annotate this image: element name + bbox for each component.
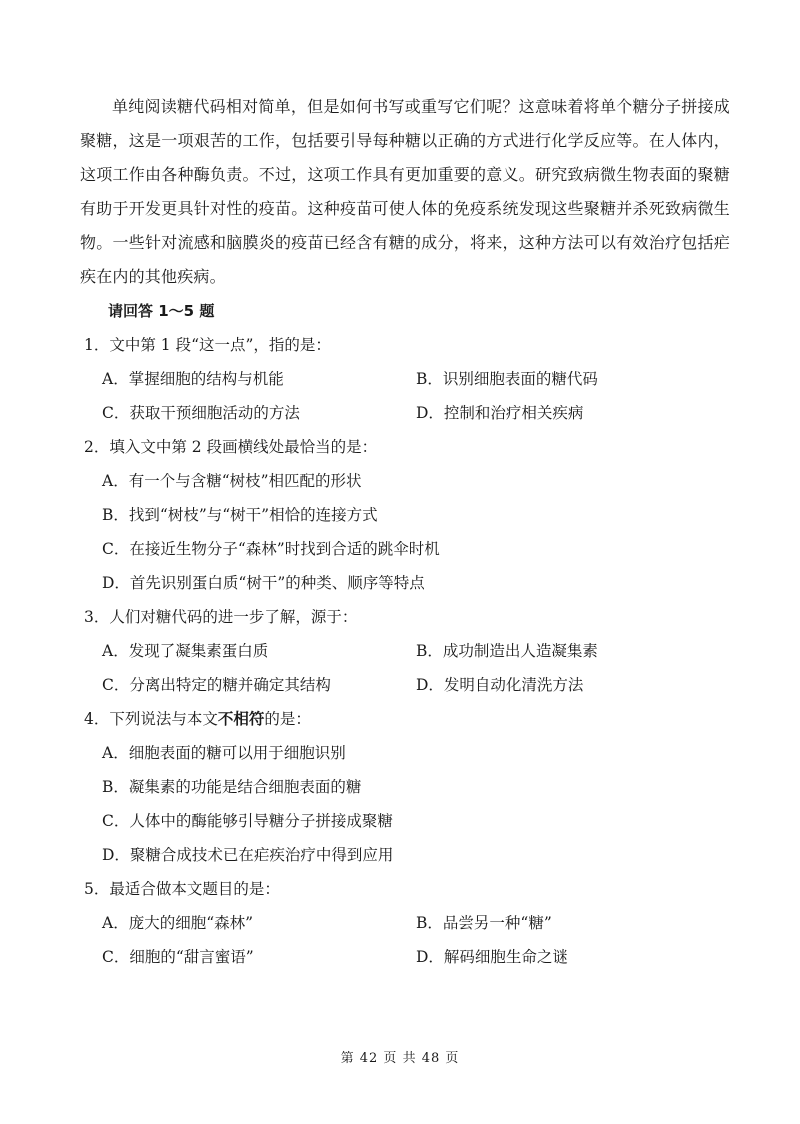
option-c: C．获取干预细胞活动的方法 [102,404,300,422]
option-d: D．解码细胞生命之谜 [416,948,568,966]
option-list [80,906,730,974]
question-stem: 2．填入文中第 2 段画横线处最恰当的是： [84,438,378,456]
option-a: A．发现了凝集素蛋白质 [102,642,269,660]
option-list [80,736,730,872]
option-b: B．凝集素的功能是结合细胞表面的糖 [102,778,362,796]
option-list [80,362,730,430]
option-d: D．首先识别蛋白质“树干”的种类、顺序等特点 [102,574,425,592]
option-c: C．在接近生物分子“森林”时找到合适的跳伞时机 [102,540,440,558]
question-stem-prefix: 4．下列说法与本文 [84,710,218,728]
question-stem-suffix: 的是： [264,710,311,728]
question-stem: 3．人们对糖代码的进一步了解，源于： [84,608,358,626]
option-d: D．控制和治疗相关疾病 [416,404,584,422]
question-stem-emphasis: 不相符 [217,710,265,728]
option-d: D．聚糖合成技术已在疟疾治疗中得到应用 [102,846,394,864]
question-stem [80,702,730,736]
document-page [80,90,730,974]
question-stem: 1．文中第 1 段“这一点”，指的是： [84,336,331,354]
passage-paragraph: 单纯阅读糖代码相对简单，但是如何书写或重写它们呢？这意味着将单个糖分子拼接成聚糖，这是一项艰苦的工作，包括要引导每种糖以正确的方式进行化学反应等。在人体内，这项工作由各种酶负责。不过，这项工作具有更加重要的意义。研究致病微生物表面的聚糖有助于开发更具针对性的疫苗。这种疫苗可使人体的免疫系统发现这些聚糖并杀死致病微生物。一些针对流感和脑膜炎的疫苗已经含有糖的成分，将来，这种方法可以有效治疗包括疟疾在内的其他疾病。 [80,97,730,286]
option-b: B．成功制造出人造凝集素 [416,642,598,660]
option-c: C．分离出特定的糖并确定其结构 [102,676,331,694]
option-a: A．有一个与含糖“树枝”相匹配的形状 [102,472,362,490]
option-b: B．找到“树枝”与“树干”相恰的连接方式 [102,506,378,524]
question-5 [80,872,730,974]
option-list [80,464,730,600]
question-3 [80,600,730,702]
question-4 [80,702,730,872]
option-c: C．细胞的“甜言蜜语” [102,948,254,966]
question-1 [80,328,730,430]
section-title: 请回答 1～5 题 [108,302,215,320]
option-list [80,634,730,702]
option-a: A．掌握细胞的结构与机能 [102,370,284,388]
option-b: B．品尝另一种“糖” [416,914,552,932]
question-2 [80,430,730,600]
option-a: A．庞大的细胞“森林” [102,914,254,932]
option-b: B．识别细胞表面的糖代码 [416,370,598,388]
option-d: D．发明自动化清洗方法 [416,676,584,694]
page-footer: 第 42 页 共 48 页 [340,1051,460,1066]
option-a: A．细胞表面的糖可以用于细胞识别 [102,744,346,762]
option-c: C．人体中的酶能够引导糖分子拼接成聚糖 [102,812,393,830]
question-stem: 5．最适合做本文题目的是： [84,880,280,898]
